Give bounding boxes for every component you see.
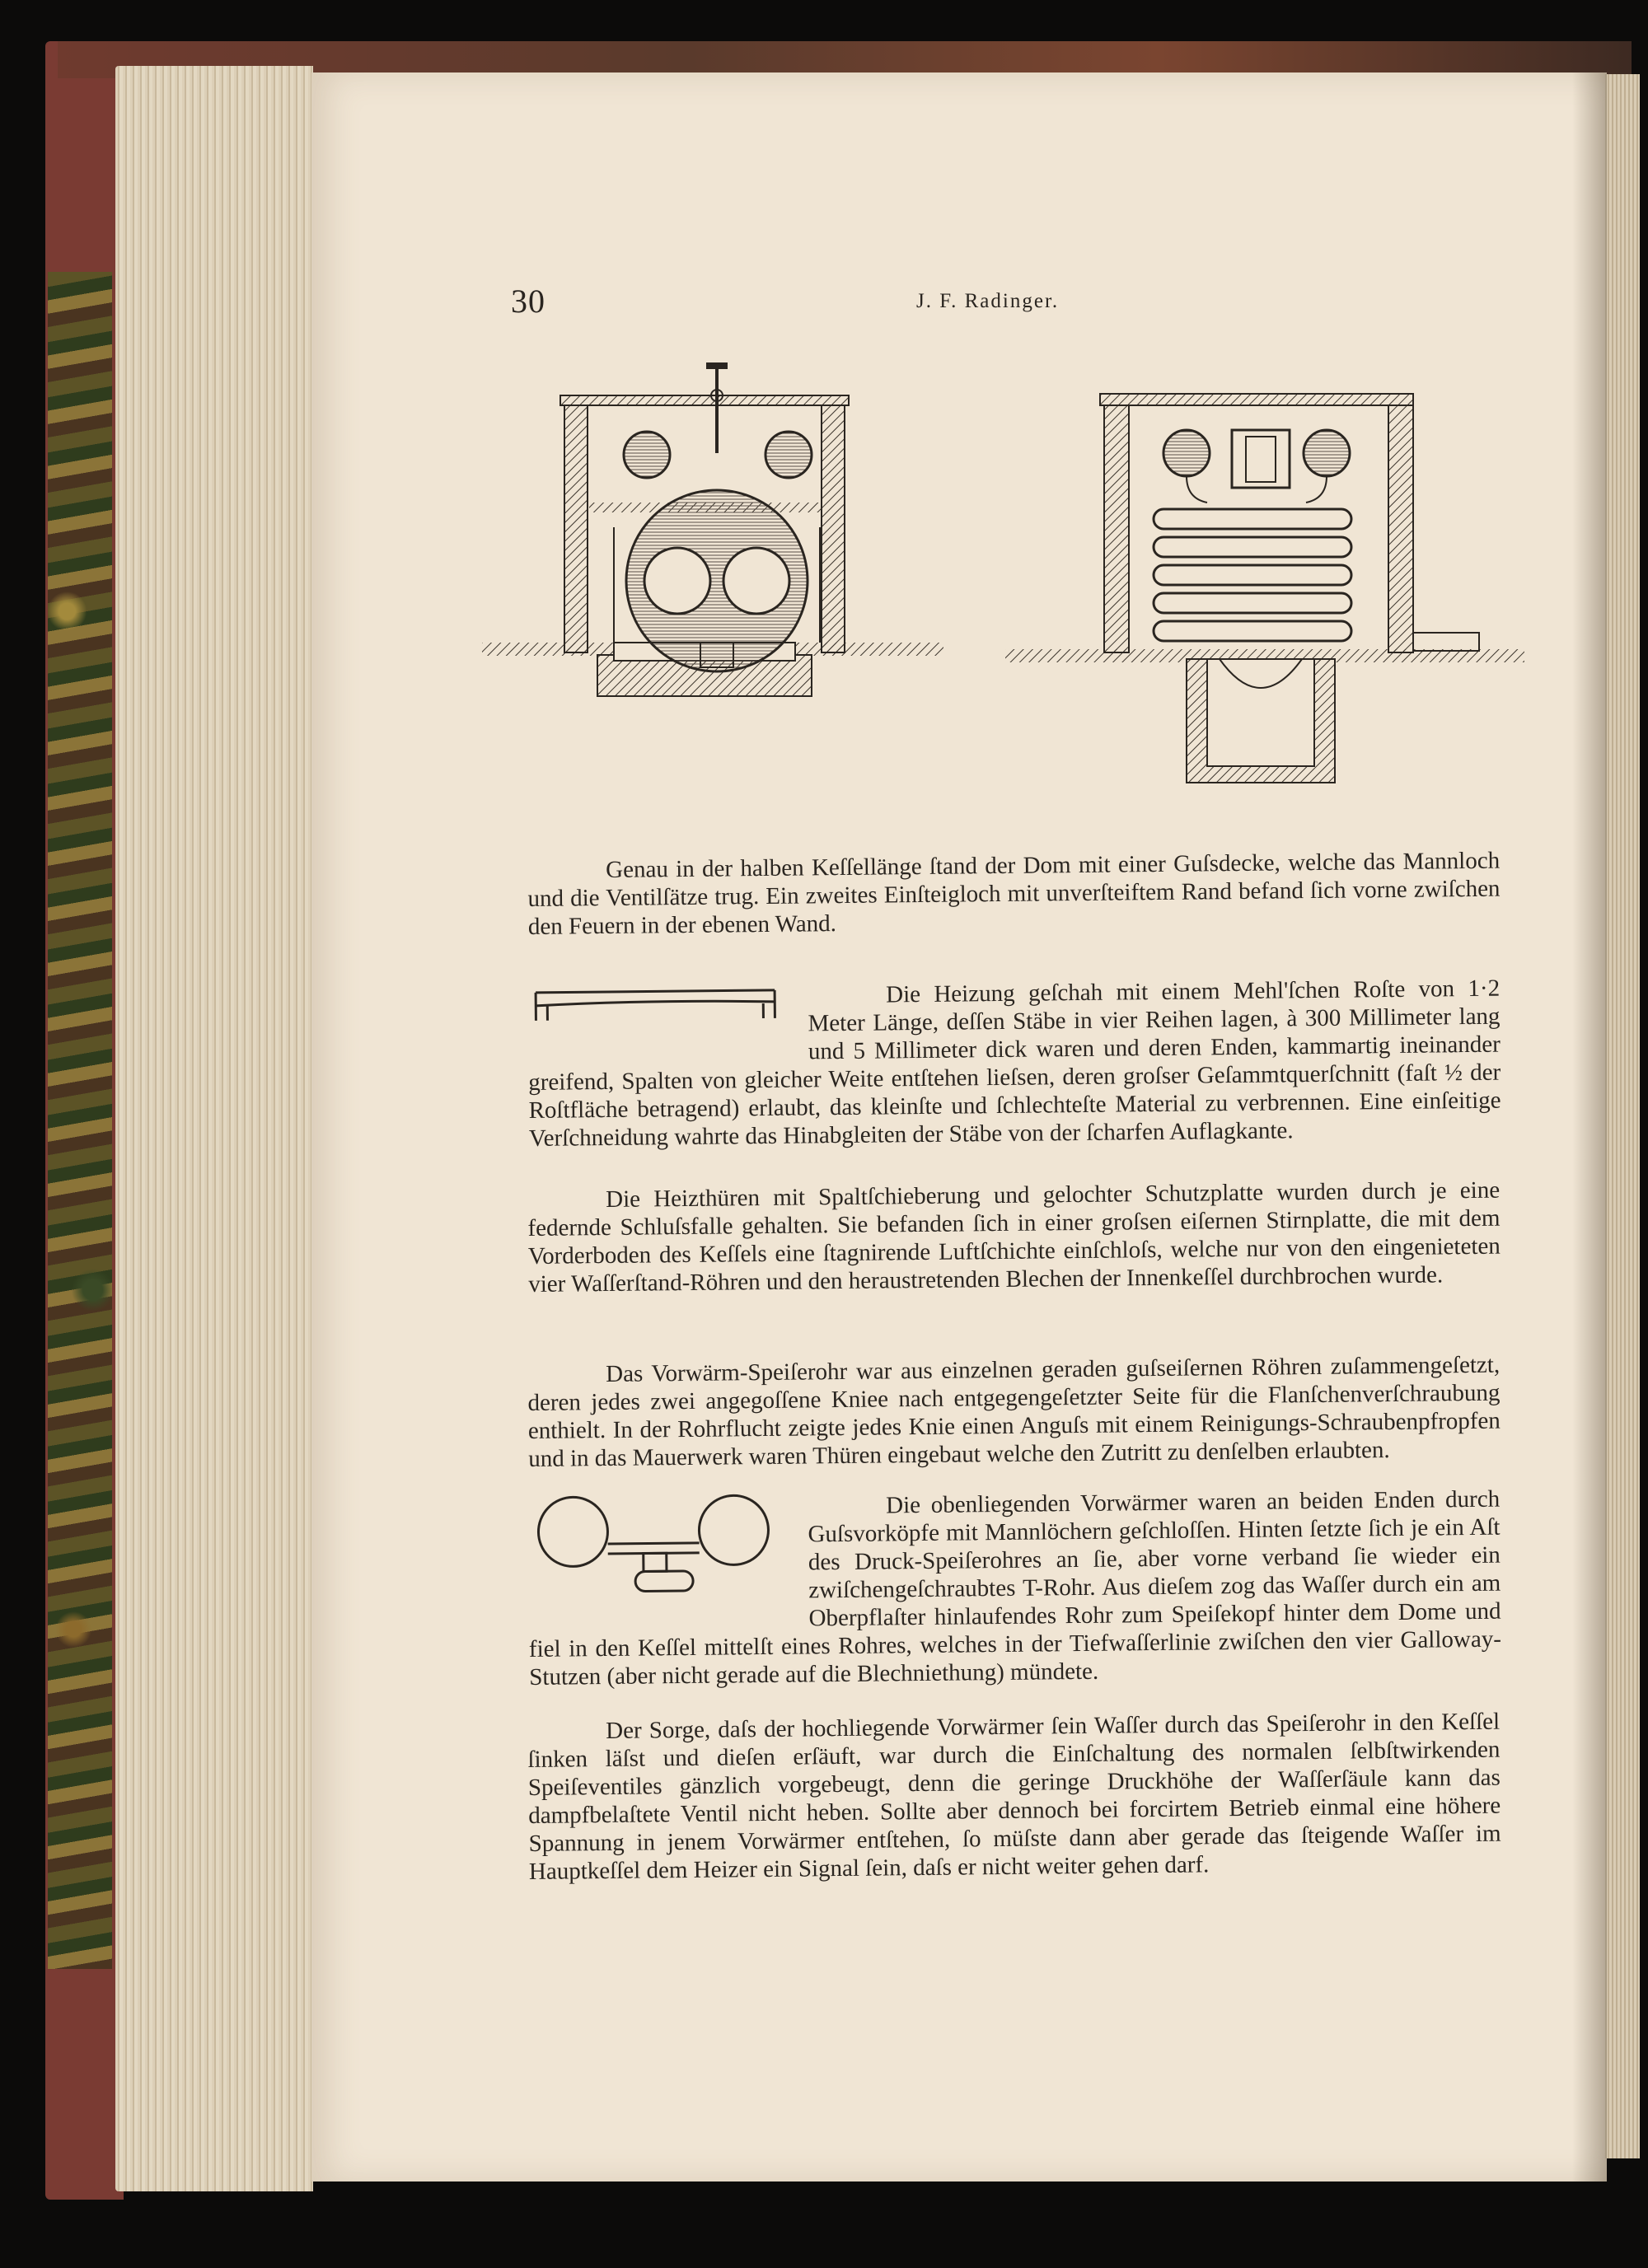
preheater-longitudinal-section-figure [1005,387,1524,816]
page-block-left [115,66,313,2191]
page-block-right [1605,74,1640,2158]
paragraph-text: Die obenliegenden Vorwärmer waren an beiden Enden durch Guſsvorköpfe mit Mannlöchern geſchloſſen. Hinten ſetzte ſich je ein Aſt des Druck-Speiſerohres an ſie, aber vorne verband ſie wieder ein zwiſchengeſchraubtes T-Rohr. Aus dieſem zog das Waſſer durch ein am Oberpflaſter hinlaufendes Rohr zum Speiſekopf hinter dem Dome und fiel in den Keſſel mittelſt eines Rohres, welches in der Tiefwaſſerlinie zwiſchen den vier Galloway-Stutzen (aber nicht gerade auf die Blechniethung) mündete. [528,1485,1502,1690]
paragraph-feed-pipe [527,1351,1501,1473]
paragraph-text: Das Vorwärm-Speiſerohr war aus einzelnen geraden guſseiſernen Röhren zuſammengeſetzt, deren jedes zwei angegoſſene Kniee nach entgegengeſetzter Seite für die Flanſchenverſchraubung enthielt. In der Rohrflucht zeigte jedes Knie einen Anguſs mit einem Reinigungs-Schraubenpfropfen und in das Mauerwerk waren Thüren eingebaut welche den Zutritt zu denſelben erlaubten. [527,1351,1501,1472]
paragraph-fire-doors [527,1176,1501,1298]
paragraph-dome [527,847,1501,941]
paragraph-text: Die Heizung geſchah mit einem Mehl'ſchen Roſte von 1·2 Meter Länge, deſſen Stäbe in vier Reihen lagen, à 300 Millimeter lang und 5 Millimeter dick waren und deren Enden, kammartig ineinander greifend, Spalten von gleicher Weite entſtehen lieſsen, deren groſser Geſammtquerſchnitt (faſt ½ der Roſtfläche betragend) erlaubt, das kleinſte und ſchlechteſte Material zu verbrennen. Eine einſeitige Verſchneidung wahrte das Hinabgleiten der Stäbe von der ſcharfen Auflagkante. [528,975,1501,1152]
paragraph-grate [527,975,1501,1153]
grate-bar-figure [527,982,800,1034]
paragraph-text: Die Heizthüren mit Spaltſchieberung und gelochter Schutzplatte wurden durch je eine federnde Schluſsfalle gehalten. Sie befanden ſich in einer groſsen eiſernen Stirnplatte, die mit dem Vorderboden des Keſſels eine ſtagnirende Luftſchichte einſchloſs, welche nur von den eingenieteten vier Waſſerſtand-Röhren und den heraustretenden Blechen der Innenkeſſel durchbrochen wurde. [527,1176,1501,1298]
grate-bar-figure-slot [527,981,808,1067]
boiler-cross-section-figure [482,362,943,758]
t-pipe-figure-slot [527,1492,809,1635]
paragraph-preheaters [527,1485,1501,1691]
page-number: 30 [511,283,545,320]
paragraph-text: Der Sorge, daſs der hochliegende Vorwärmer ſein Waſſer durch das Speiſerohr in den Keſſel ſinken läſst und dieſen erſäuft, war durch die Einſchaltung des normalen ſelbſtwirkenden Speiſeventiles gänzlich vorgebeugt, denn die geringe Druckhöhe der Waſſerſäule kann das dampfbelaſtete Ventil nicht heben. Sollte aber dennoch bei forcirtem Betrieb einmal eine höhere Spannung in jenem Vorwärmer entſtehen, ſo müſste dann aber gerade das ſteigende Waſſer im Hauptkeſſel dem Heizer ein Signal ſein, daſs er nicht weiter gehen darf. [527,1708,1501,1885]
paragraph-text: Genau in der halben Keſſellänge ſtand der Dom mit einer Guſsdecke, welche das Mannloch und die Ventilſätze trug. Ein zweites Einſteigloch mit unverſteiftem Rand befand ſich vorne zwiſchen den Feuern in der ebenen Wand. [527,847,1501,940]
marbled-cover-paper [48,272,112,1969]
running-head: J. F. Radinger. [916,290,1060,312]
gutter-shadow [1572,72,1607,2181]
paragraph-feed-valve [527,1708,1501,1886]
t-pipe-figure [527,1493,801,1627]
